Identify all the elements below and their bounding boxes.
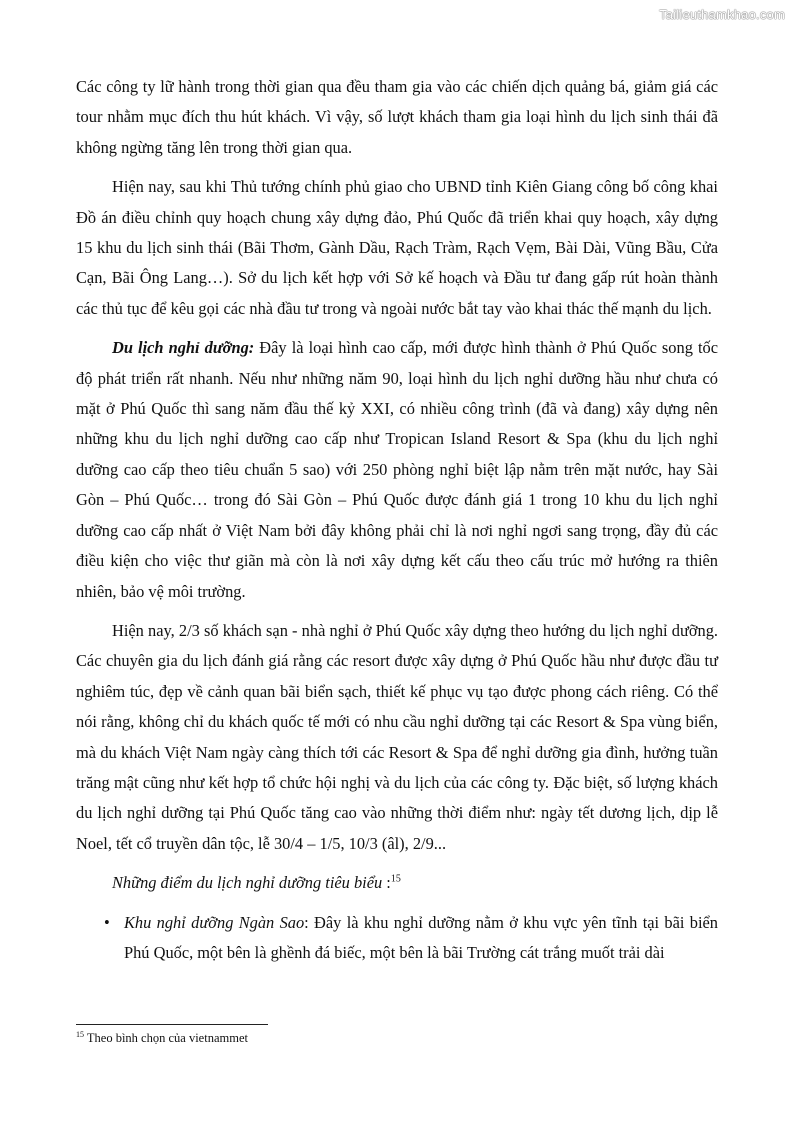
paragraph-3-heading: Du lịch nghỉ dưỡng: (112, 338, 255, 358)
paragraph-5-suffix: : (382, 873, 391, 893)
bullet-icon: • (104, 912, 110, 932)
bullet-title: Khu nghỉ dưỡng Ngàn Sao (124, 912, 305, 932)
paragraph-3 (76, 333, 718, 607)
paragraph-5 (76, 868, 718, 898)
bullet-text: : Đây là khu nghỉ dưỡng nằm ở khu vực yên tĩnh tại bãi biển Phú Quốc, một bên là ghềnh đá biếc, một bên là bãi Trường cát trắng muốt trải dài (124, 912, 718, 962)
footnote-ref: 15 (390, 873, 401, 885)
paragraph-4: Hiện nay, 2/3 số khách sạn - nhà nghỉ ở Phú Quốc xây dựng theo hướng du lịch nghỉ dưỡng. Các chuyên gia du lịch đánh giá rằng các resort được xây dựng ở Phú Quốc hầu như được đầu tư nghiêm túc, đẹp về cảnh quan bãi biển sạch, thiết kế phục vụ tạo được phong cách riêng. Có thể nói rằng, không chỉ du khách quốc tế mới có nhu cầu nghỉ dưỡng tại các Resort & Spa vùng biển, mà du khách Việt Nam ngày càng thích tới các Resort & Spa để nghỉ dưỡng gia đình, hưởng tuần trăng mật cũng như kết hợp tổ chức hội nghị và du lịch của các công ty. Đặc biệt, số lượng khách du lịch nghỉ dưỡng tại Phú Quốc tăng cao vào những thời điểm như: ngày tết dương lịch, dịp lễ Noel, tết cổ truyền dân tộc, lễ 30/4 – 1/5, 10/3 (âl), 2/9... (76, 620, 718, 853)
watermark: Tailieuthamkhao.com (659, 7, 785, 22)
footnote-text: Theo bình chọn của vietnammet (84, 1031, 248, 1045)
footnote-number: 15 (76, 1029, 84, 1039)
paragraph-5-text: Những điểm du lịch nghỉ dưỡng tiêu biểu (112, 873, 383, 893)
document-body (76, 72, 718, 968)
bullet-item (76, 908, 718, 969)
footnote (76, 1030, 248, 1046)
paragraph-2: Hiện nay, sau khi Thủ tướng chính phủ giao cho UBND tỉnh Kiên Giang công bố công khai Đồ án điều chỉnh quy hoạch chung xây dựng đảo, Phú Quốc đã triển khai quy hoạch, xây dựng 15 khu du lịch sinh thái (Bãi Thơm, Gành Dầu, Rạch Tràm, Rạch Vẹm, Bài Dài, Vũng Bầu, Cửa Cạn, Bãi Ông Lang…). Sở du lịch kết hợp với Sở kế hoạch và Đầu tư đang gấp rút hoàn thành các thủ tục để kêu gọi các nhà đầu tư trong và ngoài nước bắt tay vào khai thác thế mạnh du lịch. (76, 177, 718, 318)
paragraph-3-body: Đây là loại hình cao cấp, mới được hình thành ở Phú Quốc song tốc độ phát triển rất nhanh. Nếu như những năm 90, loại hình du lịch nghỉ dưỡng hầu như chưa có mặt ở Phú Quốc thì sang năm đầu thế kỷ XXI, có nhiều công trình (đã và đang) xây dựng nên những khu du lịch nghỉ dưỡng cao cấp như Tropican Island Resort & Spa (khu du lịch nghỉ dưỡng cao cấp theo tiêu chuẩn 5 sao) với 250 phòng nghỉ biệt lập nằm trên mặt nước, hay Sài Gòn – Phú Quốc… trong đó Sài Gòn – Phú Quốc được đánh giá 1 trong 10 khu du lịch nghỉ dưỡng cao cấp nhất ở Việt Nam bởi đây không phải chỉ là nơi nghỉ ngơi sang trọng, đầy đủ các điều kiện cho việc thư giãn mà còn là nơi xây dựng kết cấu theo cấu trúc mở hướng ra thiên nhiên, bảo vệ môi trường. (76, 338, 718, 601)
paragraph-1: Các công ty lữ hành trong thời gian qua đều tham gia vào các chiến dịch quảng bá, giảm giá các tour nhằm mục đích thu hút khách. Vì vậy, số lượt khách tham gia loại hình du lịch sinh thái đã không ngừng tăng lên trong thời gian qua. (76, 77, 718, 157)
footnote-divider (76, 1024, 268, 1025)
